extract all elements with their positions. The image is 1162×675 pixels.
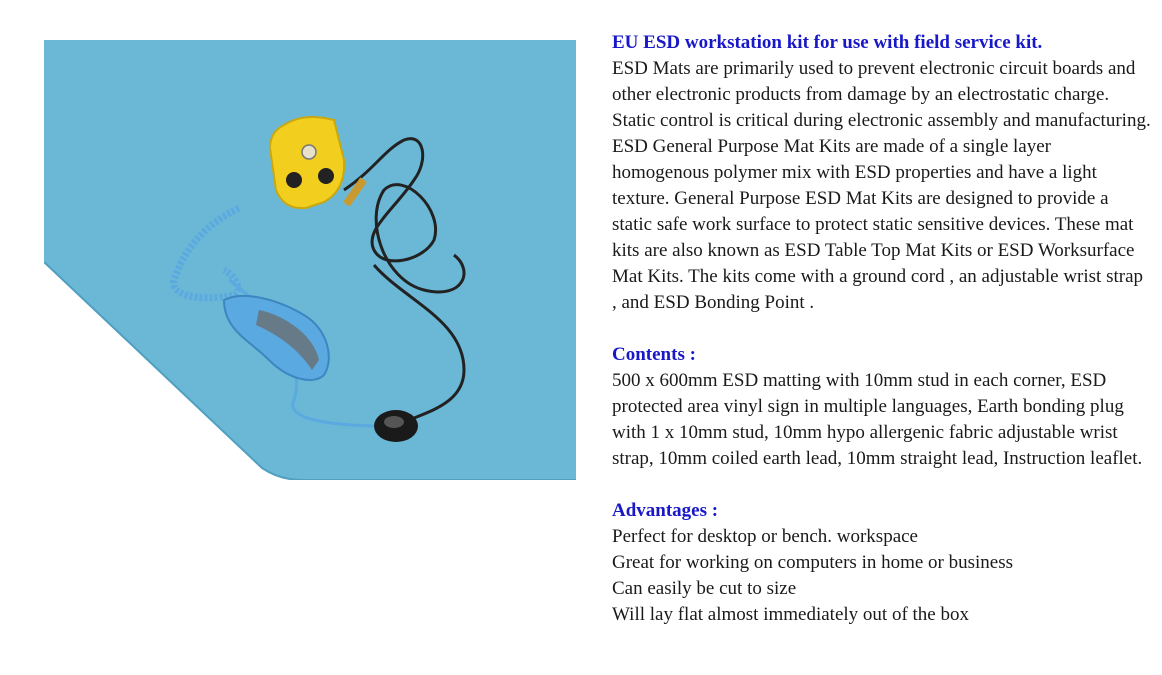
esd-mat: [44, 40, 576, 480]
advantages-list: [612, 524, 1152, 628]
advantages-heading: Advantages :: [612, 500, 719, 521]
contents-paragraph: 500 x 600mm ESD matting with 10mm stud in each corner, ESD protected area vinyl sign in multiple languages, Earth bonding plug with 1 x 10mm stud, 10mm hypo allergenic fabric adjustable wrist strap, 10mm coiled earth lead, 10mm straight lead, Instruction leaflet.: [612, 370, 1143, 469]
esd-kit-illustration: [44, 40, 576, 480]
ground-snap-connector: [374, 410, 418, 442]
advantage-item: Will lay flat almost immediately out of the box: [612, 604, 969, 625]
contents-heading: Contents :: [612, 344, 696, 365]
spacer: [612, 316, 1152, 342]
advantage-item: Perfect for desktop or bench. workspace: [612, 526, 918, 547]
spacer: [612, 472, 1152, 498]
advantage-item: Great for working on computers in home or business: [612, 552, 1014, 573]
earth-bonding-plug: [270, 117, 344, 208]
product-photo: [44, 40, 576, 480]
intro-paragraph: ESD Mats are primarily used to prevent electronic circuit boards and other electronic products from damage by an electrostatic charge. Static control is critical during electronic assembly and manufacturing. ESD General Purpose Mat Kits are made of a single layer homogenous polymer mix with ESD properties and have a light texture. General Purpose ESD Mat Kits are designed to provide a static safe work surface to protect static sensitive devices. These mat kits are also known as ESD Table Top Mat Kits or ESD Worksurface Mat Kits. The kits come with a ground cord , an adjustable wrist strap , and ESD Bonding Point .: [612, 58, 1151, 313]
product-description: [612, 30, 1152, 628]
advantage-item: Can easily be cut to size: [612, 578, 797, 599]
product-title: EU ESD workstation kit for use with field service kit.: [612, 32, 1043, 53]
